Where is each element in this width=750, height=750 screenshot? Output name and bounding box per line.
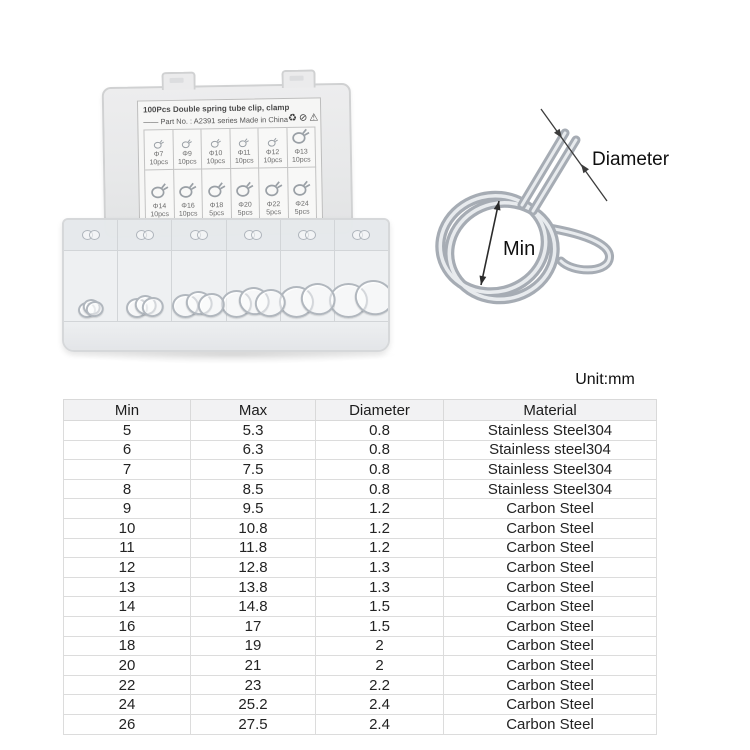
cell-min: 12: [64, 558, 191, 578]
cell-diameter: 2.2: [316, 675, 444, 695]
min-measurement-arrow: [480, 201, 501, 285]
cell-max: 5.3: [191, 421, 316, 441]
tray-compartment: [172, 220, 226, 250]
cell-min: 11: [64, 538, 191, 558]
clip-qty-label: 10pcs: [149, 159, 169, 167]
tray-compartment: [118, 220, 172, 250]
clip-size-label: Φ14: [152, 203, 167, 211]
cell-min: 14: [64, 597, 191, 617]
clip-qty-label: 10pcs: [234, 157, 254, 165]
col-header-diameter: Diameter: [316, 400, 444, 421]
clip-icon: [238, 138, 250, 148]
col-header-min: Min: [64, 400, 191, 421]
tray-compartment-clips: [118, 251, 172, 321]
tray-front-face: [64, 321, 388, 352]
clip-qty-label: 5pcs: [266, 209, 282, 217]
tray-compartment-clips: [227, 251, 281, 321]
cell-material: Stainless Steel304: [444, 460, 657, 480]
min-label: Min: [503, 238, 536, 260]
clip-icon: [266, 137, 278, 147]
clip-size-label: Φ13: [294, 148, 308, 156]
label-title: 100Pcs Double spring tube clip, clamp: [143, 102, 290, 115]
cell-min: 18: [64, 636, 191, 656]
label-size-grid: [143, 126, 317, 222]
tray-compartment-clips: [281, 251, 335, 321]
cell-min: 10: [64, 518, 191, 538]
clamp-dimension-diagram: [415, 95, 705, 345]
cell-material: Stainless Steel304: [444, 421, 657, 441]
cell-max: 12.8: [191, 558, 316, 578]
cell-diameter: 1.3: [316, 577, 444, 597]
label-part-number: —— Part No. : A2391 series Made in China: [143, 114, 289, 126]
case-lid: [102, 83, 354, 238]
case-label: [137, 97, 323, 222]
cell-material: Carbon Steel: [444, 499, 657, 519]
tray-compartment: [227, 220, 281, 250]
clip-size-label: Φ22: [266, 201, 281, 209]
clip-icon: [291, 180, 312, 197]
cell-material: Carbon Steel: [444, 656, 657, 676]
cell-max: 6.3: [191, 440, 316, 460]
cell-material: Stainless Steel304: [444, 479, 657, 499]
cell-material: Carbon Steel: [444, 616, 657, 636]
prohibition-icon: ⊘: [298, 112, 308, 124]
cell-diameter: 2.4: [316, 695, 444, 715]
cell-diameter: 1.5: [316, 616, 444, 636]
cell-max: 9.5: [191, 499, 316, 519]
clip-size-label: Φ10: [208, 150, 223, 158]
clip-qty-label: 5pcs: [209, 210, 225, 218]
cell-min: 7: [64, 460, 191, 480]
cell-max: 17: [191, 616, 316, 636]
spec-table-row: [64, 479, 657, 499]
spec-table-row: [64, 675, 657, 695]
tray-compartment: [64, 220, 118, 250]
cell-diameter: 1.2: [316, 538, 444, 558]
warning-triangle-icon: ⚠: [309, 112, 319, 124]
clip-qty-label: 5pcs: [237, 209, 253, 217]
spec-table-row: [64, 656, 657, 676]
cell-material: Carbon Steel: [444, 636, 657, 656]
clip-qty-label: 5pcs: [294, 208, 310, 216]
cell-material: Stainless steel304: [444, 440, 657, 460]
label-grid-cell: [258, 128, 287, 168]
label-grid-cell: [231, 168, 260, 220]
lid-hinge-tab: [161, 72, 195, 91]
cell-min: 26: [64, 714, 191, 734]
label-grid-cell: [287, 127, 316, 167]
cell-material: Carbon Steel: [444, 597, 657, 617]
cell-material: Carbon Steel: [444, 538, 657, 558]
cell-min: 13: [64, 577, 191, 597]
spec-table-row: [64, 499, 657, 519]
cell-max: 23: [191, 675, 316, 695]
clip-icon: [234, 181, 255, 198]
cell-max: 25.2: [191, 695, 316, 715]
cell-max: 27.5: [191, 714, 316, 734]
cell-material: Carbon Steel: [444, 558, 657, 578]
cell-material: Carbon Steel: [444, 577, 657, 597]
cell-min: 22: [64, 675, 191, 695]
spec-table-row: [64, 616, 657, 636]
clip-size-label: Φ18: [209, 202, 224, 210]
spec-table-row: [64, 421, 657, 441]
cell-diameter: 0.8: [316, 440, 444, 460]
spec-table-row: [64, 597, 657, 617]
cell-material: Carbon Steel: [444, 714, 657, 734]
cell-diameter: 0.8: [316, 479, 444, 499]
tray-compartment-clips: [335, 251, 388, 321]
spec-table-row: [64, 538, 657, 558]
tray-compartment: [335, 220, 388, 250]
label-grid-cell: [173, 129, 202, 169]
clip-qty-label: 10pcs: [177, 158, 197, 166]
cell-min: 16: [64, 616, 191, 636]
clip-qty-label: 10pcs: [178, 210, 198, 218]
cell-diameter: 2: [316, 636, 444, 656]
spec-table-row: [64, 460, 657, 480]
cell-diameter: 2.4: [316, 714, 444, 734]
clamp-illustration: [415, 95, 705, 345]
product-box-photo: [55, 58, 400, 358]
cell-max: 10.8: [191, 518, 316, 538]
spec-table-row: [64, 558, 657, 578]
case-base-tray: [62, 218, 390, 352]
clip-size-label: Φ7: [153, 151, 164, 159]
recycle-icon: ♻: [287, 112, 297, 124]
tray-front-row: [64, 251, 388, 321]
label-grid-cell: [202, 169, 231, 221]
cell-max: 8.5: [191, 479, 316, 499]
spec-table-row: [64, 518, 657, 538]
tray-compartment-clips: [172, 251, 226, 321]
cell-max: 14.8: [191, 597, 316, 617]
clip-size-label: Φ16: [181, 202, 195, 210]
cell-diameter: 1.2: [316, 499, 444, 519]
cell-diameter: 2: [316, 656, 444, 676]
clip-qty-label: 10pcs: [150, 211, 170, 219]
lid-hinge-tab: [281, 69, 315, 88]
cell-diameter: 1.5: [316, 597, 444, 617]
cell-max: 7.5: [191, 460, 316, 480]
cell-material: Carbon Steel: [444, 675, 657, 695]
clip-icon: [263, 180, 284, 197]
label-grid-cell: [288, 167, 317, 219]
clip-size-label: Φ20: [238, 201, 252, 209]
cell-max: 11.8: [191, 538, 316, 558]
cell-max: 21: [191, 656, 316, 676]
cell-diameter: 0.8: [316, 421, 444, 441]
tray-back-row: [64, 220, 388, 251]
label-grid-cell: [144, 130, 173, 170]
cell-min: 20: [64, 656, 191, 676]
spec-table-header-row: [64, 400, 657, 421]
clip-icon: [181, 139, 193, 149]
spec-table: [63, 399, 657, 735]
cell-min: 24: [64, 695, 191, 715]
clip-icon: [177, 182, 198, 199]
col-header-max: Max: [191, 400, 316, 421]
clip-size-label: Φ24: [295, 200, 309, 208]
spec-table-row: [64, 636, 657, 656]
label-grid-cell: [145, 170, 174, 222]
cell-max: 13.8: [191, 577, 316, 597]
cell-diameter: 0.8: [316, 460, 444, 480]
clip-icon: [149, 182, 170, 199]
clip-qty-label: 10pcs: [206, 158, 226, 166]
clip-qty-label: 10pcs: [263, 157, 283, 165]
diameter-label: Diameter: [592, 149, 670, 170]
label-grid-cell: [201, 129, 230, 169]
cell-min: 6: [64, 440, 191, 460]
label-grid-cell: [259, 168, 288, 220]
cell-diameter: 1.2: [316, 518, 444, 538]
cell-diameter: 1.3: [316, 558, 444, 578]
clip-icon: [209, 138, 221, 148]
cell-material: Carbon Steel: [444, 518, 657, 538]
cell-min: 9: [64, 499, 191, 519]
unit-label: Unit:mm: [575, 371, 635, 388]
clip-size-label: Φ11: [237, 149, 251, 157]
cell-min: 5: [64, 421, 191, 441]
spec-table-row: [64, 714, 657, 734]
clip-qty-label: 10pcs: [291, 156, 311, 164]
col-header-material: Material: [444, 400, 657, 421]
cell-max: 19: [191, 636, 316, 656]
spec-table-row: [64, 440, 657, 460]
clip-icon: [290, 128, 311, 145]
clip-size-label: Φ9: [182, 150, 192, 158]
clip-icon: [206, 181, 227, 198]
tray-compartment: [281, 220, 335, 250]
tray-compartment-clips: [64, 251, 118, 321]
clip-icon: [152, 139, 164, 149]
clip-size-label: Φ12: [265, 149, 280, 157]
label-grid-cell: [230, 128, 259, 168]
spec-table-row: [64, 577, 657, 597]
cell-material: Carbon Steel: [444, 695, 657, 715]
spec-table-row: [64, 695, 657, 715]
cell-min: 8: [64, 479, 191, 499]
label-grid-cell: [174, 169, 203, 221]
